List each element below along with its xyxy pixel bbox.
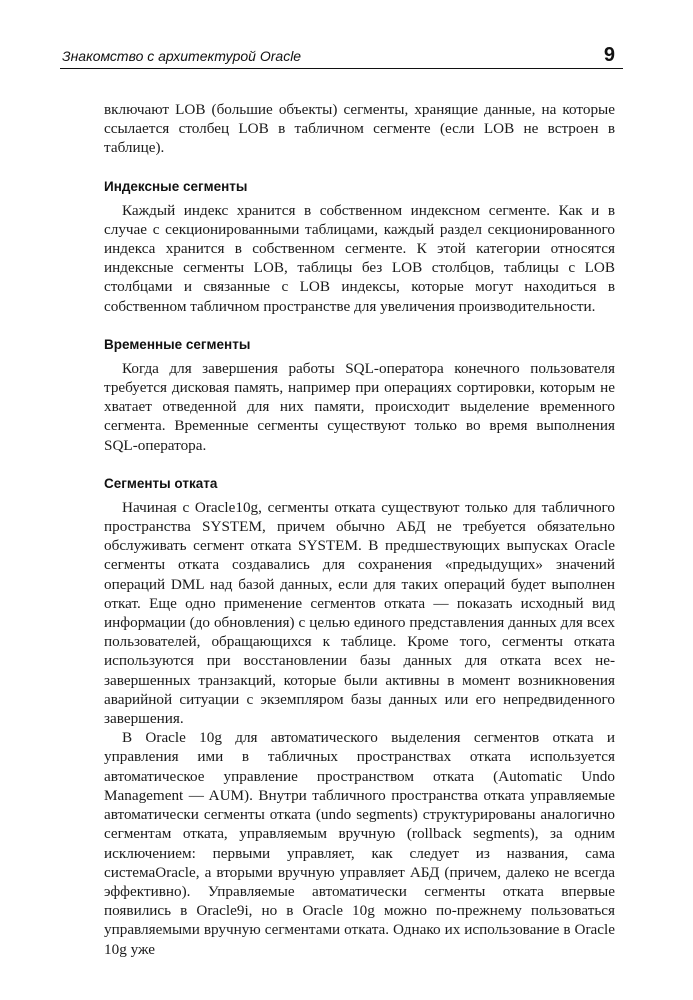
running-head-title: Знакомство с архитектурой Oracle — [62, 48, 302, 64]
temp-segments-heading: Временные сегменты — [104, 336, 251, 352]
page-number: 9 — [603, 44, 615, 66]
undo-segments-paragraph-1: Начиная с Oracle10g, сегменты отката существуют только для табличного пространства SYSTEM, причем обычно АБД не требуется обязательно обслуживать сегмент отката SYSTEM. В предшествующих выпусках Oracle сегменты отката создавались для сохранения «предыдущих» значений операций DML над базой данных, если для таких операций будет выполнен откат. Еще одно применение сегментов отката — показать исходный вид информации (до обновления) с целью единого представления данных для всех пользователей, обращающихся к таблице. Кроме того, сегменты отката используются при восстановлении базы данных для отката всех незавершенных транзакций, которые были активны в момент возникновения аварийной ситуации с экземпляром базы данных или его непредвиденного завершения. — [104, 498, 615, 728]
index-segments-heading: Индексные сегменты — [104, 178, 248, 194]
undo-segments-heading: Сегменты отката — [104, 475, 218, 491]
index-segments-paragraph: Каждый индекс хранится в собственном индексном сегменте. Как и в случае с секционированными таблицами, каждый раздел секционированного индекса хранится в собственном сегменте. К этой категории относятся индексные сегменты LOB, таблицы без LOB столбцов, таблицы с LOB столбцами и связанные с LOB индексы, которые могут находиться в собственном табличном пространстве для увеличения производительности. — [104, 201, 615, 315]
temp-segments-paragraph: Когда для завершения работы SQL-оператора конечного пользователя требуется дисковая память, например при операциях сортировки, которым не хватает отведенной для них памяти, происходит выделение временного сегмента. Временные сегменты существуют только во время выполнения SQL-оператора. — [104, 359, 615, 454]
undo-segments-paragraph-2: В Oracle 10g для автоматического выделения сегментов отката и управления ими в табличных пространствах отката используется автоматическое управление пространством отката (Automatic Undo Management — AUM). Внутри табличного пространства отката управляемые автоматически сегменты отката (undo segments) структурированы аналогично сегментам отката, управляемым вручную (rollback segments), за одним исключением: первыми управляет, как следует из названия, сама системаOracle, а вторыми вручную управляет АБД (причем, далеко не всегда эффективно). Управляемые автоматически сегменты отката впервые появились в Oracle9i, но в Oracle 10g можно по-прежнему пользоваться управляемыми вручную сегментами отката. Однако их использование в Oracle 10g уже — [104, 729, 615, 958]
page-body — [104, 100, 615, 959]
intro-paragraph: включают LOB (большие объекты) сегменты, хранящие данные, на которые ссылается столбец LOB в табличном сегменте (если LOB не встроен в таблице). — [104, 101, 615, 157]
running-head — [60, 44, 623, 69]
